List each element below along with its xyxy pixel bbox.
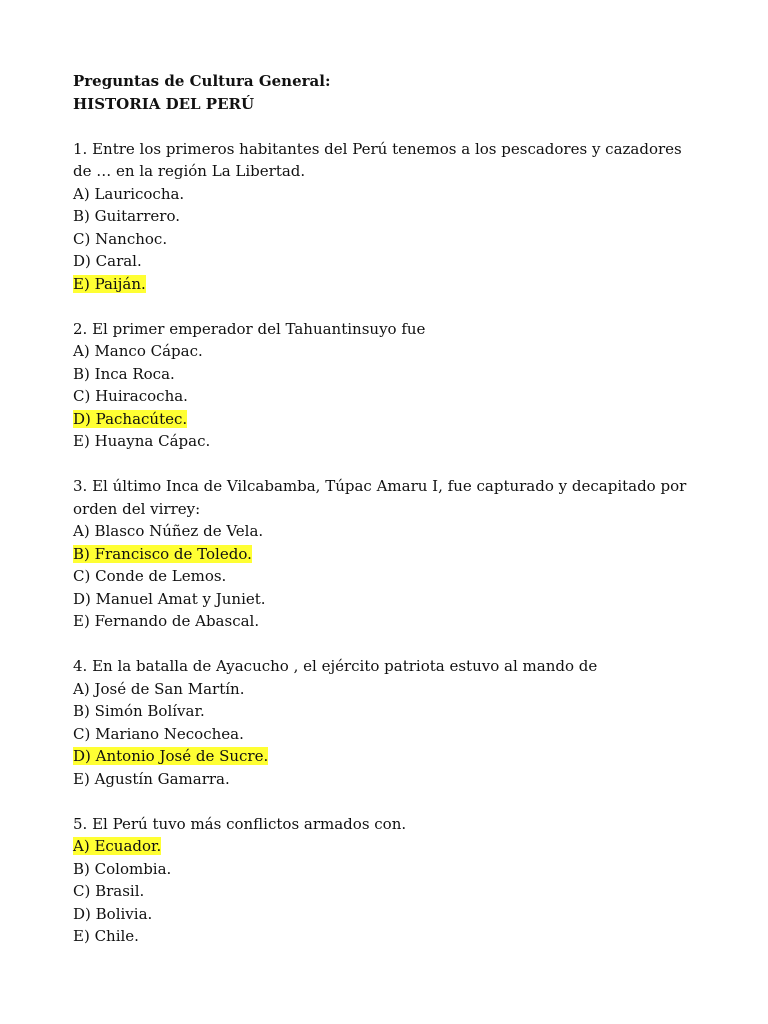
- answer-option: E) Huayna Cápac.: [73, 432, 211, 450]
- question-text: 1. Entre los primeros habitantes del Perú tenemos a los pescadores y cazadores: [73, 139, 682, 158]
- document-subtitle: HISTORIA DEL PERÚ: [73, 94, 255, 113]
- question-text: orden del virrey:: [73, 499, 201, 518]
- document-title: Preguntas de Cultura General:: [73, 72, 331, 90]
- answer-option: A) José de San Martín.: [73, 679, 245, 698]
- spacer: [73, 790, 713, 813]
- correct-answer-option: E) Paiján.: [73, 274, 146, 293]
- question-text: 4. En la batalla de Ayacucho , el ejército patriota estuvo al mando de: [73, 657, 598, 675]
- correct-answer-option: D) Antonio José de Sucre.: [73, 747, 269, 765]
- question-text: de … en la región La Libertad.: [73, 162, 306, 180]
- question-text: 5. El Perú tuvo más conflictos armados con.: [73, 814, 407, 833]
- question-text: 2. El primer emperador del Tahuantinsuyo fue: [73, 319, 426, 338]
- document-page: [73, 70, 713, 948]
- correct-answer-option: D) Pachacútec.: [73, 409, 188, 428]
- answer-option: B) Guitarrero.: [73, 207, 180, 225]
- spacer: [73, 453, 713, 476]
- answer-option: A) Manco Cápac.: [73, 342, 203, 360]
- answer-option: B) Simón Bolívar.: [73, 702, 205, 720]
- answer-option: C) Conde de Lemos.: [73, 567, 227, 585]
- answer-option: C) Huiracocha.: [73, 387, 188, 405]
- question-block-4: [73, 655, 713, 790]
- answer-option: C) Brasil.: [73, 882, 145, 900]
- question-block-5: [73, 813, 713, 948]
- answer-option: E) Chile.: [73, 927, 139, 945]
- correct-answer-option: B) Francisco de Toledo.: [73, 544, 252, 563]
- answer-option: C) Nanchoc.: [73, 229, 168, 248]
- answer-option: E) Fernando de Abascal.: [73, 612, 260, 630]
- answer-option: A) Lauricocha.: [73, 184, 185, 203]
- answer-option: E) Agustín Gamarra.: [73, 769, 230, 788]
- answer-option: B) Inca Roca.: [73, 364, 175, 383]
- spacer: [73, 115, 713, 138]
- question-block-2: [73, 318, 713, 453]
- question-text: 3. El último Inca de Vilcabamba, Túpac Amaru I, fue capturado y decapitado por: [73, 477, 687, 495]
- answer-option: D) Caral.: [73, 252, 142, 270]
- spacer: [73, 633, 713, 656]
- answer-option: B) Colombia.: [73, 859, 172, 878]
- answer-option: A) Blasco Núñez de Vela.: [73, 522, 264, 540]
- answer-option: D) Bolivia.: [73, 904, 153, 923]
- spacer: [73, 295, 713, 318]
- answer-option: C) Mariano Necochea.: [73, 724, 244, 743]
- correct-answer-option: A) Ecuador.: [73, 837, 162, 855]
- question-block-3: [73, 475, 713, 633]
- answer-option: D) Manuel Amat y Juniet.: [73, 589, 266, 608]
- question-block-1: [73, 138, 713, 296]
